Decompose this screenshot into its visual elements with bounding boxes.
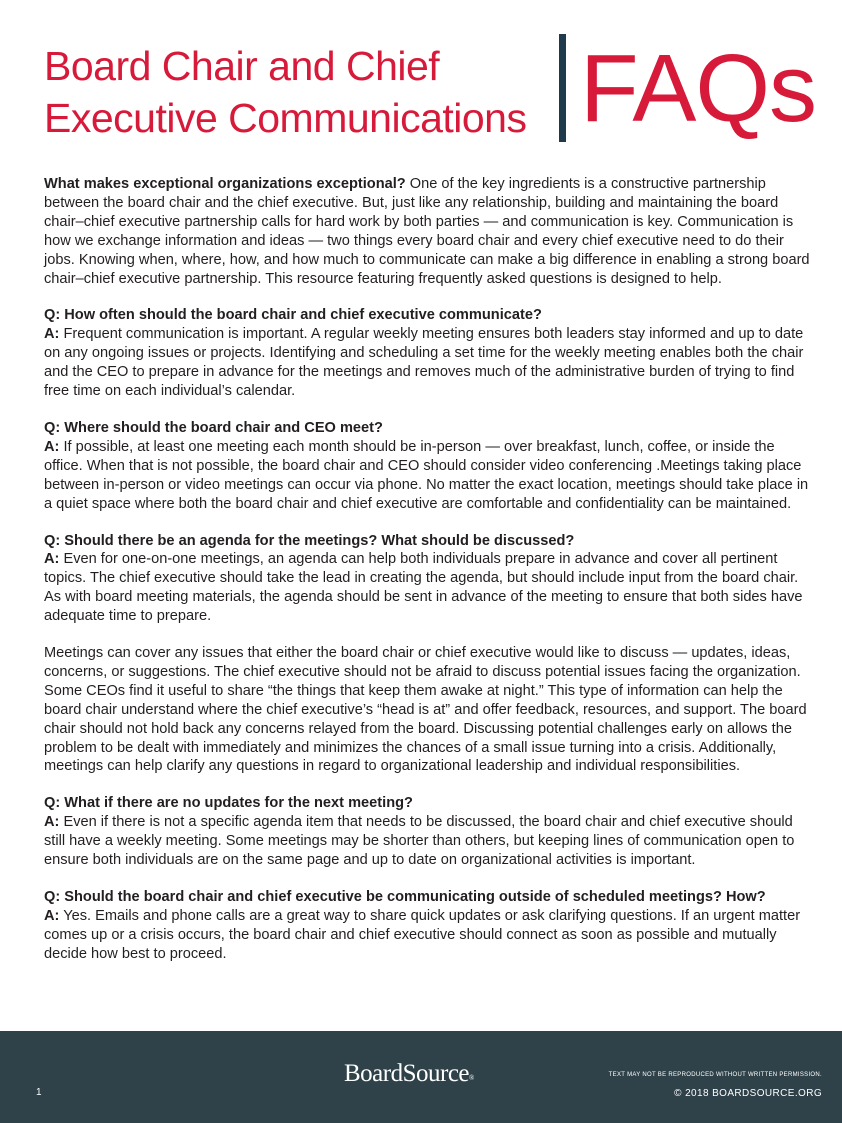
faq-answer [44,907,816,964]
answer-text: Even for one-on-one meetings, an agenda can help both individuals prepare in advance and cover all pertinent topics. The chief executive should take the lead in creating the agenda, but should include input from the board chair. As with board meeting materials, the agenda should be sent in advance of the meeting to ensure that both sides have adequate time to prepare. [44,551,803,625]
faq-answer [44,438,816,514]
page-footer [0,1031,842,1123]
document-body [44,175,816,982]
logo-text: BoardSource [344,1060,470,1087]
intro-body: One of the key ingredients is a constructive partnership between the board chair and the chief executive. But, just like any relationship, building and maintaining the board chair–chief executive partnership calls for hard work by both parties — and communication is key. Communication is how we exchange information and ideas — two things every board chair and every chief executive need to do their jobs. Knowing when, where, how, and how much to communicate can make a big difference in enabling a strong board chair–chief executive partnership. This resource featuring frequently asked questions is designed to help. [44,176,810,287]
faq-item-1 [44,306,816,401]
faq-answer-continued: Meetings can cover any issues that either the board chair or chief executive would like to discuss — updates, ideas, concerns, or suggestions. The chief executive should not be afraid to discuss potential issues facing the organization. Some CEOs find it useful to share “the things that keep them awake at night.” This type of information can help the board chair understand where the chief executive’s “head is at” and offer feedback, resources, and support. The board chair should not hold back any concerns relayed from the board. Discussing potential challenges early on allows the problem to be dealt with immediately and minimizes the chances of a small issue turning into a crisis. Additionally, meetings can help clarify any questions in regard to organizational leadership and individual responsibilities. [44,645,807,775]
answer-text: If possible, at least one meeting each month should be in-person — over breakfast, lunch, coffee, or inside the office. When that is not possible, the board chair and CEO should consider video conferencing .Meetings taking place between in-person or video meetings can occur via phone. No matter the exact location, meetings should take place in a quiet space where both the board chair and chief executive are comfortable and confidentiality can be maintained. [44,438,809,512]
registered-mark: ® [469,1074,474,1082]
answer-label: A: [44,814,60,831]
boardsource-logo [344,1059,474,1089]
faq-question: Q: What if there are no updates for the next meeting? [44,795,413,812]
title-line-2: Executive Communications [44,95,527,141]
copyright-text: © 2018 BOARDSOURCE.ORG [674,1088,822,1099]
faq-question: Q: How often should the board chair and chief executive communicate? [44,307,542,324]
answer-label: A: [44,551,60,568]
reproduction-notice: TEXT MAY NOT BE REPRODUCED WITHOUT WRITTEN PERMISSION. [608,1072,822,1078]
answer-label: A: [44,438,60,455]
faq-question: Q: Should the board chair and chief executive be communicating outside of scheduled meetings? How? [44,889,766,905]
faq-item-3 [44,532,816,777]
faqs-heading: FAQs [580,35,817,142]
page-header [0,0,842,160]
answer-text: Even if there is not a specific agenda item that needs to be discussed, the board chair and chief executive should still have a weekly meeting. Some meetings may be shorter than others, but keeping lines of communication open to ensure both individuals are on the same page and up to date on organizational activities is important. [44,814,795,869]
intro-lead: What makes exceptional organizations exceptional? [44,176,406,192]
answer-label: A: [44,326,60,343]
faq-question: Q: Where should the board chair and CEO meet? [44,419,383,436]
faq-answer [44,813,816,870]
faq-answer [44,550,816,626]
title-divider-bar [559,34,566,142]
faq-item-2 [44,419,816,514]
answer-text: Frequent communication is important. A regular weekly meeting ensures both leaders stay informed and up to date on any ongoing issues or projects. Identifying and scheduling a set time for the weekly meeting enables both the chair and the CEO to prepare in advance for the meetings and removes much of the administrative burden of trying to find free time on each individual’s calendar. [44,326,804,400]
faq-item-5 [44,888,816,964]
title-line-1: Board Chair and Chief [44,43,440,89]
answer-text: Yes. Emails and phone calls are a great way to share quick updates or ask clarifying questions. If an urgent matter comes up or a crisis occurs, the board chair and chief executive should connect as soon as possible and mutually decide how best to proceed. [44,907,801,962]
intro-paragraph [44,175,816,288]
page-number: 1 [36,1087,42,1098]
faq-question: Q: Should there be an agenda for the meetings? What should be discussed? [44,532,575,549]
faq-answer [44,325,816,401]
answer-label: A: [44,907,60,924]
faq-item-4 [44,794,816,870]
